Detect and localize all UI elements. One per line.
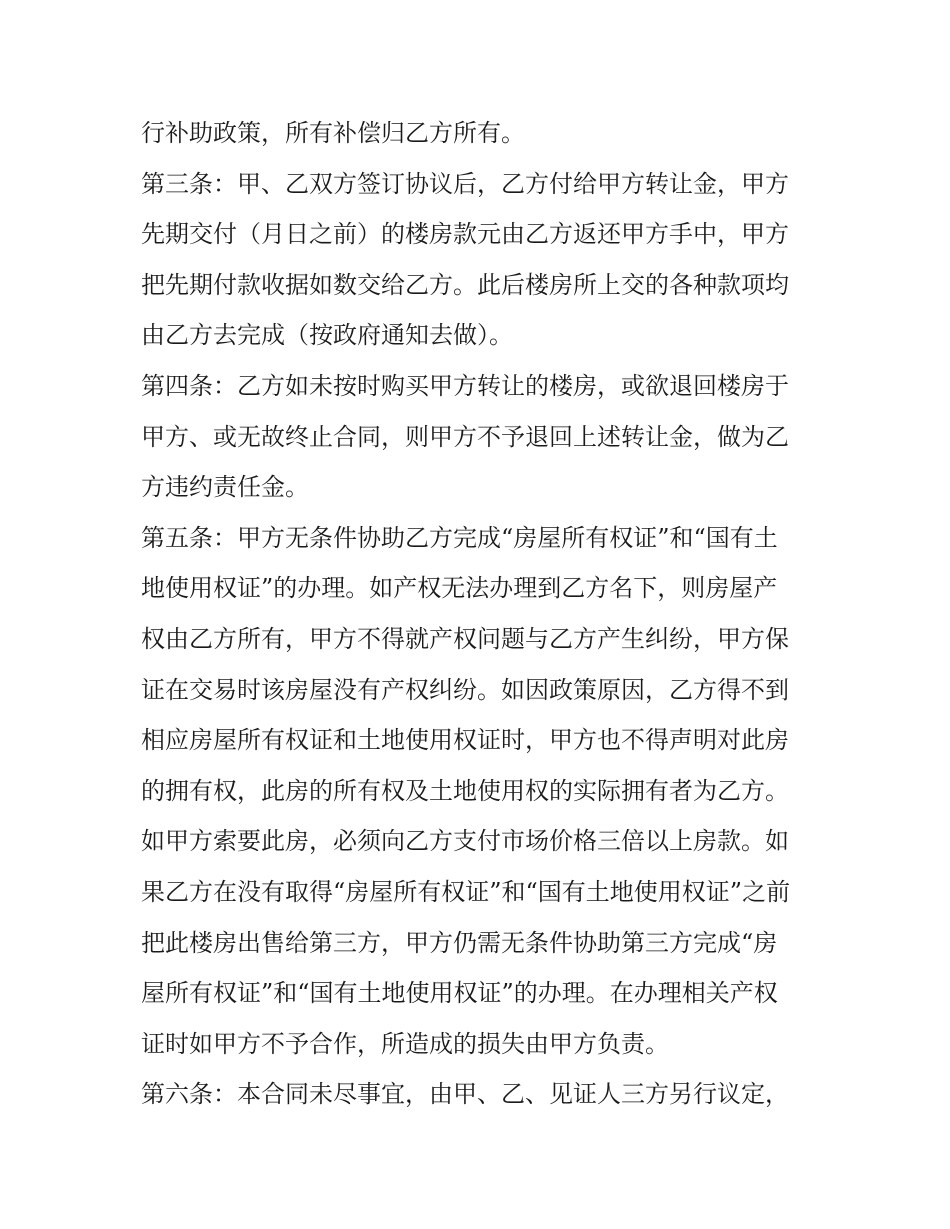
text-line: 第三条：甲、乙双方签订协议后，乙方付给甲方转让金，甲方 [141, 169, 789, 198]
text-line: 果乙方在没有取得“房屋所有权证”和“国有土地使用权证”之前 [141, 877, 791, 906]
text-line: 甲方、或无故终止合同，则甲方不予退回上述转让金，做为乙 [141, 422, 789, 451]
text-line: 证时如甲方不予合作，所造成的损失由甲方负责。 [141, 1029, 669, 1058]
contract-text [141, 108, 821, 1120]
text-line: 地使用权证”的办理。如产权无法办理到乙方名下，则房屋产 [141, 574, 778, 603]
text-line: 方违约责任金。 [141, 473, 309, 502]
text-line: 把先期付款收据如数交给乙方。此后楼房所上交的各种款项均 [141, 270, 789, 299]
text-line: 第四条：乙方如未按时购买甲方转让的楼房，或欲退回楼房于 [141, 371, 789, 400]
text-line: 第六条：本合同未尽事宜，由甲、乙、见证人三方另行议定， [141, 1080, 789, 1109]
text-line: 权由乙方所有，甲方不得就产权问题与乙方产生纠纷，甲方保 [141, 624, 789, 653]
text-line: 先期交付（月日之前）的楼房款元由乙方返还甲方手中，甲方 [141, 220, 789, 249]
text-line: 相应房屋所有权证和土地使用权证时，甲方也不得声明对此房 [141, 726, 789, 755]
text-line: 证在交易时该房屋没有产权纠纷。如因政策原因，乙方得不到 [141, 675, 789, 704]
text-line: 行补助政策，所有补偿归乙方所有。 [141, 119, 525, 147]
text-line: 的拥有权，此房的所有权及土地使用权的实际拥有者为乙方。 [141, 776, 789, 805]
text-line: 把此楼房出售给第三方，甲方仍需无条件协助第三方完成“房 [141, 928, 778, 957]
text-line: 由乙方去完成（按政府通知去做）。 [141, 321, 513, 350]
text-line: 第五条：甲方无条件协助乙方完成“房屋所有权证”和“国有土 [141, 523, 778, 552]
text-line: 如甲方索要此房，必须向乙方支付市场价格三倍以上房款。如 [141, 827, 789, 856]
text-line: 屋所有权证”和“国有土地使用权证”的办理。在办理相关产权 [141, 979, 778, 1008]
